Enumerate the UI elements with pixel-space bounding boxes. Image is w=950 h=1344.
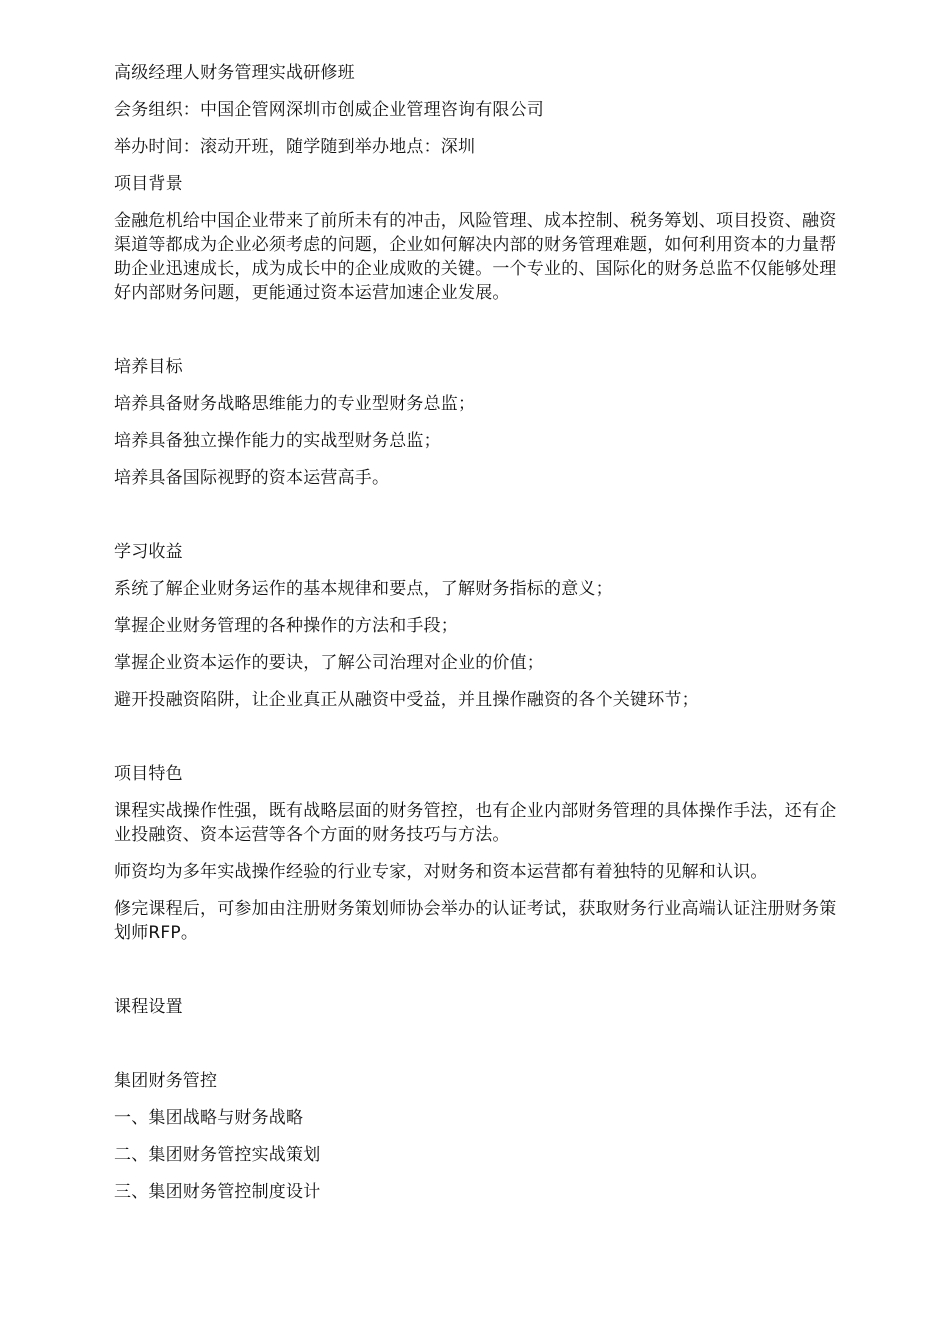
- goal-item: 培养具备国际视野的资本运营高手。: [114, 468, 390, 488]
- goals-heading: 培养目标: [114, 357, 183, 377]
- module-title: 集团财务管控: [114, 1071, 218, 1091]
- background-paragraph: 金融危机给中国企业带来了前所未有的冲击，风险管理、成本控制、税务筹划、项目投资、融资渠道等都成为企业必须考虑的问题，企业如何解决内部的财务管理难题，如何利用资本的力量帮助企业迅速成长，成为成长中的企业成败的关键。一个专业的、国际化的财务总监不仅能够处理好内部财务问题，更能通过资本运营加速企业发展。: [114, 211, 837, 303]
- organizer-line: 会务组织：中国企管网深圳市创威企业管理咨询有限公司: [114, 100, 544, 120]
- feature-item: 修完课程后，可参加由注册财务策划师协会举办的认证考试，获取财务行业高端认证注册财务策划师RFP。: [114, 899, 837, 943]
- goal-item: 培养具备财务战略思维能力的专业型财务总监；: [114, 394, 476, 414]
- features-heading: 项目特色: [114, 764, 183, 784]
- document-title: 高级经理人财务管理实战研修班: [114, 63, 355, 83]
- curriculum-heading: 课程设置: [114, 997, 183, 1017]
- curriculum-item: 三、集团财务管控制度设计: [114, 1182, 321, 1202]
- curriculum-item: 二、集团财务管控实战策划: [114, 1145, 321, 1165]
- benefit-item: 掌握企业资本运作的要诀，了解公司治理对企业的价值；: [114, 653, 544, 673]
- curriculum-item: 一、集团战略与财务战略: [114, 1108, 304, 1128]
- background-heading: 项目背景: [114, 174, 183, 194]
- goal-item: 培养具备独立操作能力的实战型财务总监；: [114, 431, 441, 451]
- document-page: [114, 61, 854, 1204]
- benefit-item: 避开投融资陷阱，让企业真正从融资中受益，并且操作融资的各个关键环节；: [114, 690, 699, 710]
- benefit-item: 系统了解企业财务运作的基本规律和要点，了解财务指标的意义；: [114, 579, 613, 599]
- feature-item: 师资均为多年实战操作经验的行业专家，对财务和资本运营都有着独特的见解和认识。: [114, 862, 768, 882]
- benefits-heading: 学习收益: [114, 542, 183, 562]
- benefit-item: 掌握企业财务管理的各种操作的方法和手段；: [114, 616, 458, 636]
- time-place-line: 举办时间：滚动开班，随学随到举办地点：深圳: [114, 137, 476, 157]
- feature-item: 课程实战操作性强，既有战略层面的财务管控，也有企业内部财务管理的具体操作手法，还有企业投融资、资本运营等各个方面的财务技巧与方法。: [114, 801, 837, 845]
